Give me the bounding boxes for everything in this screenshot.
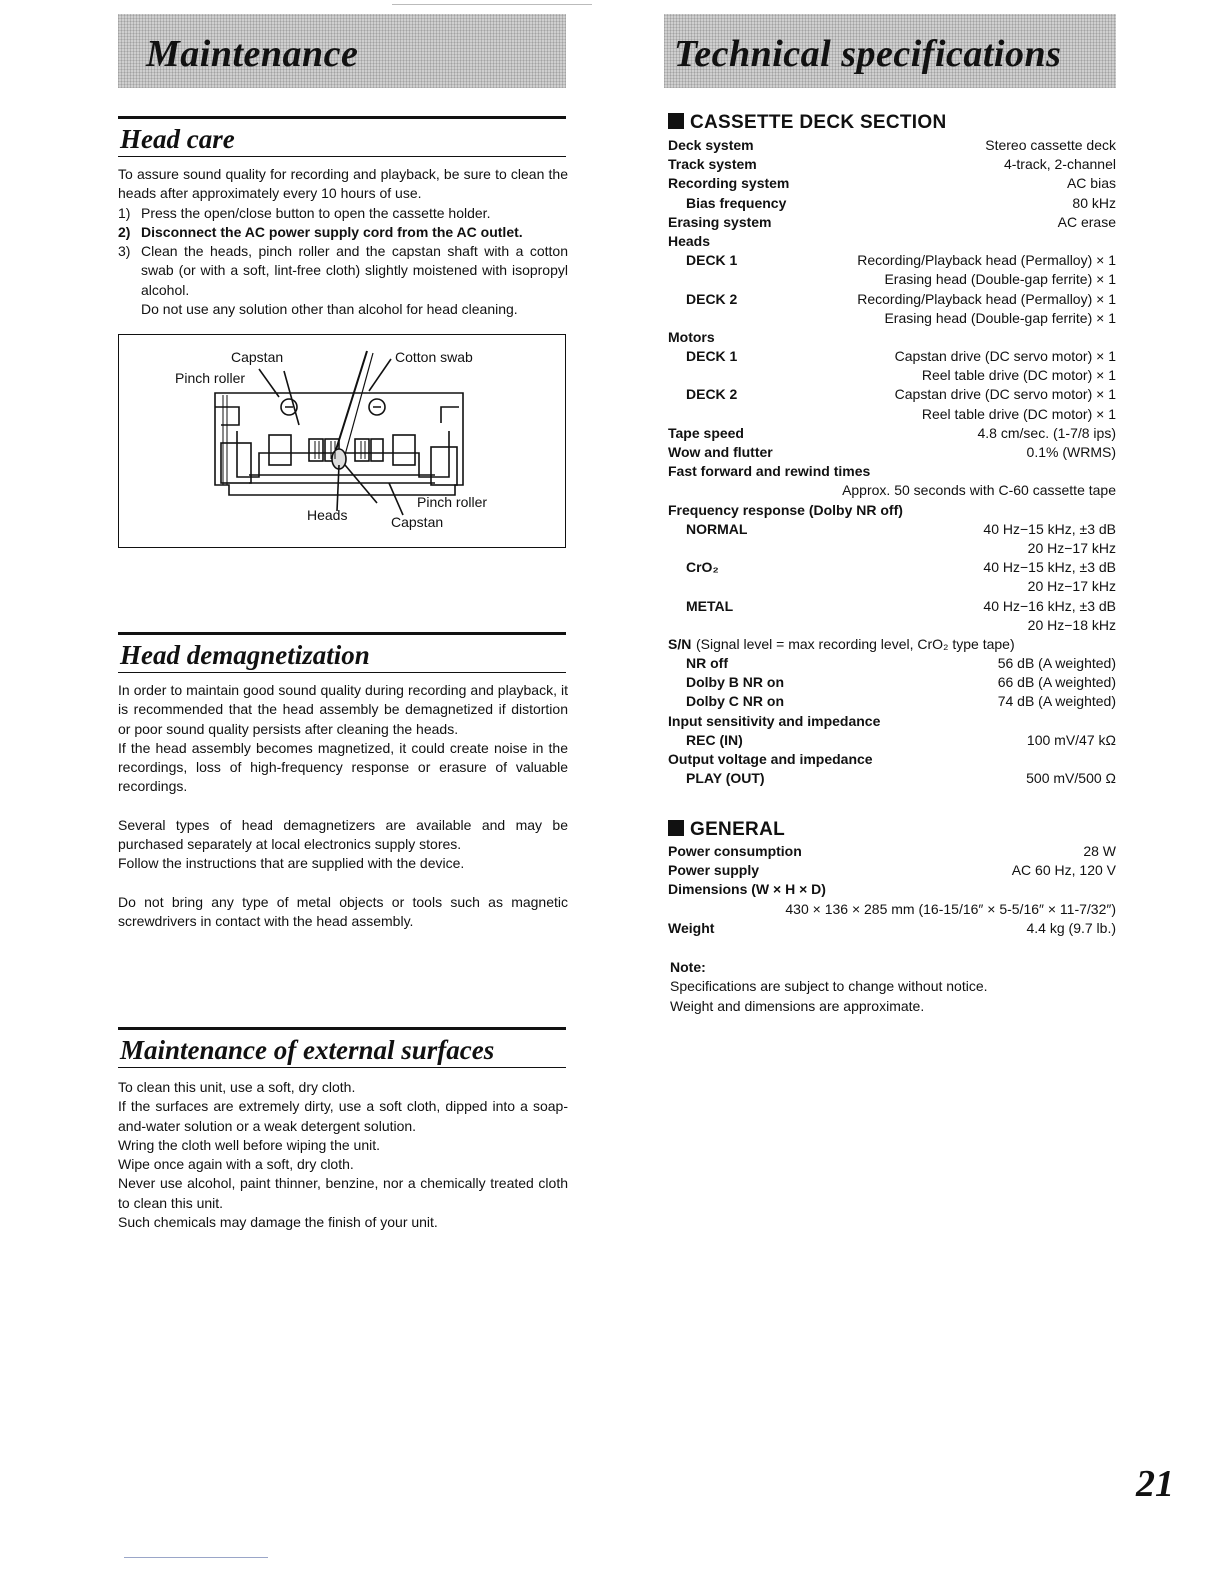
spec-value: 4.8 cm/sec. (1-7/8 ips) (977, 424, 1116, 441)
note-line-1: Specifications are subject to change without notice. (670, 978, 988, 995)
spec-label: Track system (668, 156, 757, 173)
spec-row (668, 635, 1116, 654)
external-line-1: To clean this unit, use a soft, dry cloth. (118, 1079, 356, 1095)
spec-label: Recording system (668, 175, 790, 192)
spec-row (668, 673, 1116, 692)
spec-row (668, 270, 1116, 289)
spec-row (668, 597, 1116, 616)
spec-row (668, 616, 1116, 635)
head-care-heading-box (118, 116, 566, 157)
spec-value: 0.1% (WRMS) (1026, 444, 1116, 460)
spec-row (668, 919, 1116, 938)
spec-row (668, 462, 1116, 481)
head-cleaning-diagram (118, 334, 566, 548)
spec-label: METAL (686, 597, 734, 614)
spec-row (668, 750, 1116, 769)
spec-row (668, 194, 1116, 213)
spec-label: Deck system (668, 137, 754, 153)
spec-value: AC erase (1057, 213, 1116, 230)
spec-value: Recording/Playback head (Permalloy) × 1 (857, 252, 1116, 269)
spec-value: 74 dB (A weighted) (997, 693, 1116, 710)
cassette-section-heading: CASSETTE DECK SECTION (668, 112, 947, 134)
spec-row (668, 366, 1116, 385)
head-care-intro: To assure sound quality for recording and playback, be sure to clean the heads after approximately every 10 hours of use. (118, 166, 568, 202)
spec-row (668, 328, 1116, 347)
label-capstan-bottom: Capstan (391, 514, 444, 530)
spec-label: CrO₂ (686, 559, 719, 576)
spec-row (668, 213, 1116, 232)
spec-value: 20 Hz−18 kHz (1027, 616, 1116, 633)
spec-row (668, 443, 1116, 462)
spec-label: DECK 1 (686, 348, 738, 365)
spec-value: 20 Hz−17 kHz (1027, 539, 1116, 556)
spec-label: Power consumption (668, 843, 802, 859)
spec-label: Erasing system (668, 213, 772, 230)
tech-specs-banner-title: Technical specifications (674, 33, 1062, 75)
label-cotton-swab: Cotton swab (395, 349, 473, 365)
spec-label: Frequency response (Dolby NR off) (668, 501, 903, 518)
spec-label: Heads (668, 232, 711, 249)
spec-row (668, 405, 1116, 424)
spec-label: Output voltage and impedance (668, 751, 873, 767)
spec-value: 20 Hz−17 kHz (1027, 578, 1116, 595)
spec-value: 66 dB (A weighted) (997, 674, 1116, 691)
demag-p2: If the head assembly becomes magnetized, it could create noise in the recordings, loss of high-frequency response or erasure of valuable recordings. (118, 739, 568, 795)
page-number: 21 (1136, 1463, 1174, 1505)
label-capstan-top: Capstan (231, 349, 284, 365)
demag-p1: In order to maintain good sound quality during recording and playback, it is recommended that the head assembly be demagnetized if distortion or poor sound quality persists after cleaning the heads. (118, 682, 568, 737)
spec-row (668, 501, 1116, 520)
spec-value: Recording/Playback head (Permalloy) × 1 (857, 290, 1116, 307)
external-line-3: Wring the cloth well before wiping the unit. (118, 1136, 380, 1153)
spec-row (668, 654, 1116, 673)
spec-value: Erasing head (Double-gap ferrite) × 1 (884, 271, 1116, 288)
spec-value: AC 60 Hz, 120 V (1011, 862, 1116, 879)
square-bullet-icon (668, 113, 684, 129)
spec-row (668, 712, 1116, 731)
spec-value: 4.4 kg (9.7 lb.) (1026, 919, 1116, 936)
spec-value: 40 Hz−15 kHz, ±3 dB (983, 559, 1116, 576)
maintenance-banner-title: Maintenance (146, 33, 359, 75)
demag-p3b: Follow the instructions that are supplied with the device. (118, 855, 465, 872)
label-heads: Heads (307, 507, 348, 523)
spec-label: Dolby C NR on (686, 693, 784, 710)
spec-value: Approx. 50 seconds with C-60 cassette tape (842, 482, 1116, 499)
spec-label: REC (IN) (686, 731, 743, 748)
spec-label: DECK 2 (686, 290, 738, 307)
spec-value: 56 dB (A weighted) (997, 655, 1116, 672)
spec-label: DECK 2 (686, 386, 738, 403)
spec-row (668, 861, 1116, 880)
spec-row (668, 174, 1116, 193)
spec-row (668, 577, 1116, 596)
external-line-5: Never use alcohol, paint thinner, benzine, nor a chemically treated cloth to clean this unit. (118, 1175, 568, 1211)
spec-label: NORMAL (686, 520, 748, 537)
spec-label: NR off (686, 655, 728, 672)
top-rule (392, 4, 592, 5)
spec-row (668, 842, 1116, 861)
maintenance-banner (118, 14, 566, 88)
tech-specs-banner (664, 14, 1116, 88)
spec-label: DECK 1 (686, 252, 738, 269)
spec-value: 4-track, 2-channel (1003, 156, 1116, 173)
spec-value: Capstan drive (DC servo motor) × 1 (894, 348, 1116, 365)
spec-row (668, 290, 1116, 309)
spec-label: Bias frequency (686, 194, 787, 211)
spec-row (668, 136, 1116, 155)
external-line-4: Wipe once again with a soft, dry cloth. (118, 1156, 354, 1173)
demag-heading: Head demagnetization (120, 640, 370, 670)
spec-value: 40 Hz−16 kHz, ±3 dB (983, 597, 1116, 614)
spec-label: Fast forward and rewind times (668, 463, 871, 480)
spec-row (668, 558, 1116, 577)
spec-row (668, 481, 1116, 500)
spec-value: 430 × 136 × 285 mm (16-15/16″ × 5-5/16″ × 11-7/32″) (785, 900, 1116, 917)
spec-label-suffix: (Signal level = max recording level, CrO₂ type tape) (696, 635, 1015, 652)
spec-row (668, 309, 1116, 328)
spec-label: S/N (668, 635, 692, 652)
spec-value: Reel table drive (DC motor) × 1 (921, 405, 1116, 422)
external-line-2: If the surfaces are extremely dirty, use a soft cloth, dipped into a soap-and-water solution or a weak detergent solution. (118, 1098, 568, 1134)
spec-row (668, 731, 1116, 750)
spec-value: 40 Hz−15 kHz, ±3 dB (983, 520, 1116, 537)
head-care-step-3: 3) Clean the heads, pinch roller and the capstan shaft with a cotton swab (or with a soft, lint-free cloth) slightly moistened with isopropyl alcohol. (118, 243, 568, 298)
head-care-step-2: 2) Disconnect the AC power supply cord from the AC outlet. (118, 223, 523, 240)
spec-row (668, 692, 1116, 711)
spec-row (668, 520, 1116, 539)
spec-label: Motors (668, 328, 715, 345)
demag-heading-box (118, 632, 566, 673)
note-title: Note: (670, 959, 706, 975)
head-care-heading: Head care (120, 124, 235, 154)
square-bullet-icon (668, 820, 684, 836)
spec-note (670, 958, 988, 1016)
spec-label: Weight (668, 919, 715, 936)
head-care-steps (118, 204, 568, 320)
external-heading: Maintenance of external surfaces (120, 1035, 495, 1065)
spec-value: 100 mV/47 kΩ (1026, 731, 1116, 748)
head-care-step-1: 1) Press the open/close button to open the cassette holder. (118, 204, 491, 221)
spec-row (668, 424, 1116, 443)
head-care-body (118, 165, 568, 319)
spec-row (668, 155, 1116, 174)
spec-value: 500 mV/500 Ω (1026, 770, 1116, 787)
spec-row (668, 900, 1116, 919)
demag-p4: Do not bring any type of metal objects or tools such as magnetic screwdrivers in contact with the head assembly. (118, 893, 568, 929)
external-body (118, 1078, 568, 1232)
spec-row (668, 539, 1116, 558)
spec-label: Power supply (668, 862, 760, 879)
spec-row (668, 251, 1116, 270)
spec-value: Stereo cassette deck (985, 137, 1116, 153)
spec-value: AC bias (1066, 175, 1116, 192)
spec-value: Capstan drive (DC servo motor) × 1 (894, 386, 1116, 403)
spec-value: Reel table drive (DC motor) × 1 (921, 367, 1116, 384)
head-care-step-3-note: Do not use any solution other than alcohol for head cleaning. (141, 301, 518, 318)
label-pinch-roller-bottom: Pinch roller (417, 494, 488, 510)
spec-label: Dimensions (W × H × D) (668, 881, 826, 898)
general-spec-table (668, 842, 1116, 938)
spec-value: Erasing head (Double-gap ferrite) × 1 (884, 309, 1116, 326)
note-line-2: Weight and dimensions are approximate. (670, 997, 925, 1014)
external-heading-box (118, 1027, 566, 1068)
spec-row (668, 385, 1116, 404)
spec-label: Dolby B NR on (686, 674, 784, 691)
general-section-heading: GENERAL (668, 819, 785, 841)
label-pinch-roller-top: Pinch roller (175, 370, 246, 386)
external-line-6: Such chemicals may damage the finish of your unit. (118, 1214, 438, 1231)
spec-row (668, 232, 1116, 251)
cassette-spec-table (668, 136, 1116, 788)
spec-label: Input sensitivity and impedance (668, 712, 881, 729)
spec-row (668, 347, 1116, 366)
spec-row (668, 769, 1116, 788)
spec-label: PLAY (OUT) (686, 770, 765, 787)
spec-label: Tape speed (668, 424, 744, 441)
demag-body (118, 681, 568, 931)
spec-value: 28 W (1083, 843, 1116, 859)
bottom-rule (124, 1557, 268, 1558)
spec-label: Wow and flutter (668, 444, 773, 460)
spec-value: 80 kHz (1072, 194, 1116, 211)
demag-p3a: Several types of head demagnetizers are available and may be purchased separately at local electronics supply stores. (118, 816, 568, 853)
spec-row (668, 880, 1116, 899)
